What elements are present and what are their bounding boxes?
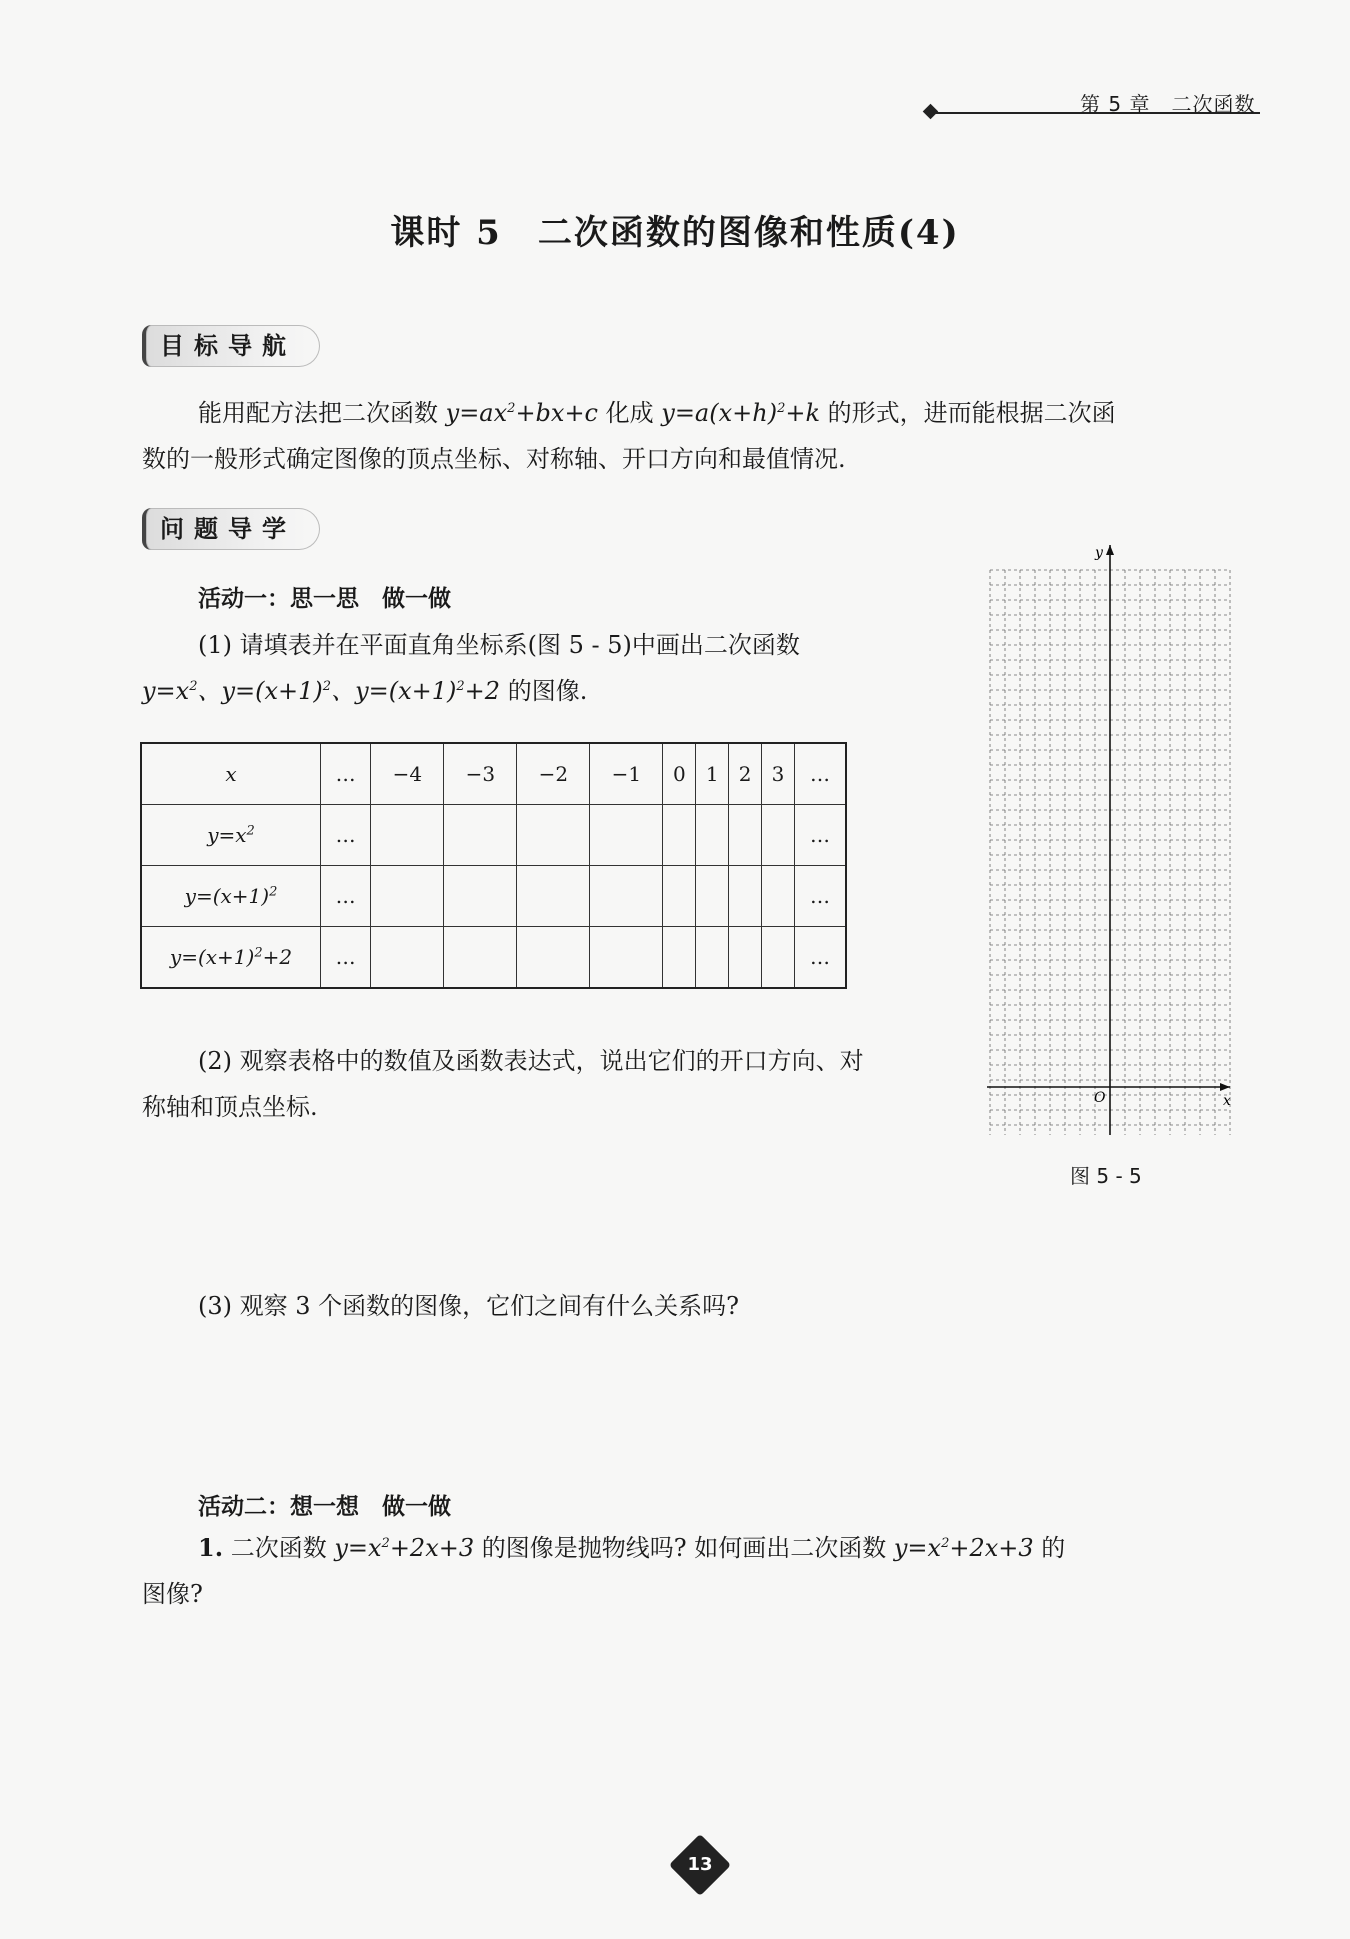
coordinate-grid-figure[interactable] bbox=[975, 545, 1235, 1145]
question-2: (2) 观察表格中的数值及函数表达式，说出它们的开口方向、对 称轴和顶点坐标. bbox=[142, 1047, 864, 1121]
table-cell[interactable] bbox=[696, 866, 729, 927]
table-cell[interactable] bbox=[444, 866, 517, 927]
table-cell[interactable] bbox=[663, 927, 696, 989]
y-axis-label: y bbox=[1095, 545, 1103, 561]
table-header-x: x bbox=[141, 743, 321, 805]
table-cell[interactable] bbox=[696, 805, 729, 866]
x-axis-arrow bbox=[1220, 1083, 1230, 1091]
table-cell[interactable] bbox=[590, 805, 663, 866]
axes bbox=[987, 545, 1230, 1135]
table-row: $y=(x+1)^2$ … … bbox=[141, 866, 846, 927]
activity-one-heading: 活动一：思一思 做一做 bbox=[198, 586, 451, 612]
math-general-form: $y=ax^2+bx+c$ bbox=[445, 399, 598, 427]
question-3: (3) 观察 3 个函数的图像，它们之间有什么关系吗? bbox=[198, 1292, 740, 1320]
chapter-header: 第 5 章 二次函数 bbox=[1080, 92, 1256, 116]
values-table bbox=[140, 742, 847, 989]
table-cell[interactable] bbox=[371, 805, 444, 866]
origin-label: O bbox=[1094, 1090, 1106, 1106]
table-cell[interactable] bbox=[696, 927, 729, 989]
table-cell[interactable] bbox=[371, 927, 444, 989]
question-4: 1. 二次函数 $y=x^2+2x+3$ 的图像是抛物线吗? 如何画出二次函数 $y=x^2+2x+3$ 的 图像? bbox=[142, 1533, 1066, 1608]
row-label-1: $y=x^2$ bbox=[141, 805, 321, 866]
table-row: $y=x^2$ … … bbox=[141, 805, 846, 866]
table-cell[interactable] bbox=[663, 866, 696, 927]
table-row: $y=(x+1)^2+2$ … … bbox=[141, 927, 846, 989]
table-cell[interactable] bbox=[663, 805, 696, 866]
table-cell[interactable] bbox=[444, 927, 517, 989]
math-vertex-form: $y=a(x+h)^2+k$ bbox=[661, 399, 821, 427]
badge-guided-learning: 问题导学 bbox=[142, 508, 320, 550]
goal-paragraph: 能用配方法把二次函数 $y=ax^2+bx+c$ 化成 $y=a(x+h)^2+k$ 的形式，进而能根据二次函 数的一般形式确定图像的顶点坐标、对称轴、开口方向和最值情况. bbox=[142, 399, 1116, 473]
y-axis-arrow bbox=[1106, 545, 1114, 555]
page-number: 13 bbox=[687, 1854, 713, 1875]
table-cell[interactable] bbox=[590, 927, 663, 989]
table-cell[interactable] bbox=[762, 927, 795, 989]
figure-caption: 图 5 - 5 bbox=[1070, 1164, 1142, 1188]
lesson-title: 课时 5 二次函数的图像和性质(4) bbox=[390, 213, 960, 253]
table-cell[interactable] bbox=[444, 805, 517, 866]
table-cell[interactable] bbox=[729, 805, 762, 866]
table-row: x … −4 −3 −2 −1 0 1 2 3 … bbox=[141, 743, 846, 805]
x-axis-label: x bbox=[1223, 1093, 1231, 1109]
activity-two-heading: 活动二：想一想 做一做 bbox=[198, 1494, 451, 1520]
table-cell[interactable] bbox=[762, 866, 795, 927]
table-cell[interactable] bbox=[517, 866, 590, 927]
table-cell[interactable] bbox=[517, 927, 590, 989]
row-label-3: $y=(x+1)^2+2$ bbox=[141, 927, 321, 989]
table-cell[interactable] bbox=[590, 866, 663, 927]
row-label-2: $y=(x+1)^2$ bbox=[141, 866, 321, 927]
table-cell[interactable] bbox=[729, 866, 762, 927]
table-cell[interactable] bbox=[729, 927, 762, 989]
table-cell[interactable] bbox=[517, 805, 590, 866]
table-cell[interactable] bbox=[371, 866, 444, 927]
question-1: (1) 请填表并在平面直角坐标系(图 5 - 5)中画出二次函数 $y=x^2$、$y=(x+1)^2$、$y=(x+1)^2+2$ 的图像. bbox=[142, 631, 800, 705]
badge-goals: 目标导航 bbox=[142, 325, 320, 367]
table-cell[interactable] bbox=[762, 805, 795, 866]
